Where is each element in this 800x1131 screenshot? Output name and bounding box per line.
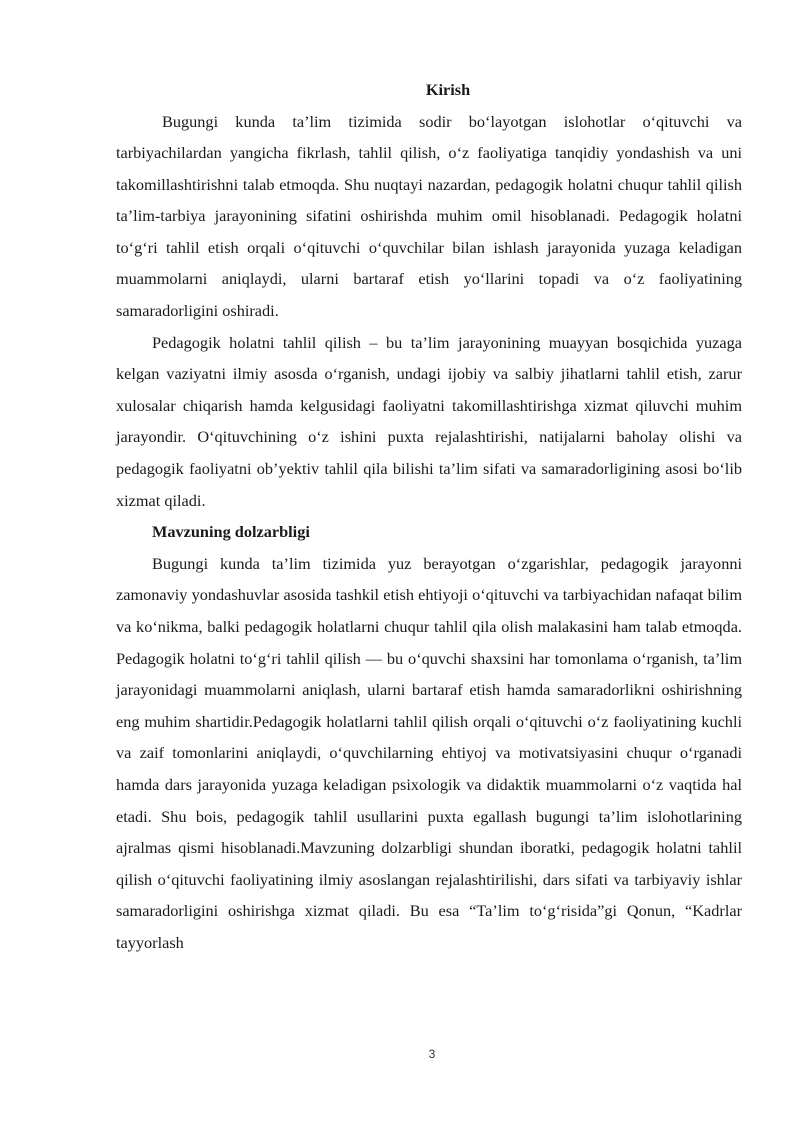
page-content <box>116 74 742 959</box>
page-number: 3 <box>428 1047 436 1061</box>
intro-paragraph-2: Pedagogik holatni tahlil qilish – bu ta’lim jarayonining muayyan bosqichida yuzaga kelgan vaziyatni ilmiy asosda o‘rganish, undagi ijobiy va salbiy jihatlarni tahlil etish, zarur xulosalar chiqarish hamda kelgusidagi faoliyatni takomillashtirishga xizmat qiluvchi muhim jarayondir. O‘qituvchining o‘z ishini puxta rejalashtirishi, natijalarni baholay olishi va pedagogik faoliyatni ob’yektiv tahlil qila bilishi ta’lim sifati va samaradorligining asosi bo‘lib xizmat qiladi. <box>116 332 742 510</box>
intro-paragraph-1: Bugungi kunda ta’lim tizimida sodir bo‘layotgan islohotlar o‘qituvchi va tarbiyachilardan yangicha fikrlash, tahlil qilish, o‘z faoliyatiga tanqidiy yondashish va uni takomillashtirishni talab etmoqda. Shu nuqtayi nazardan, pedagogik holatni chuqur tahlil qilish ta’lim-tarbiya jarayonining sifatini oshirishda muhim omil hisoblanadi. Pedagogik holatni to‘g‘ri tahlil etish orqali o‘qituvchi o‘quvchilar bilan ishlash jarayonida yuzaga keladigan muammolarni aniqlaydi, ularni bartaraf etish yo‘llarini topadi va o‘z faoliyatining samaradorligini oshiradi. <box>116 111 742 321</box>
page-title: Kirish <box>425 80 471 99</box>
section-paragraph-1: Bugungi kunda ta’lim tizimida yuz berayotgan o‘zgarishlar, pedagogik jarayonni zamonaviy yondashuvlar asosida tashkil etish ehtiyoji o‘qituvchi va tarbiyachidan nafaqat bilim va ko‘nikma, balki pedagogik holatlarni chuqur tahlil qila olish malakasini ham talab etmoqda. Pedagogik holatni to‘g‘ri tahlil qilish — bu o‘quvchi shaxsini har tomonlama o‘rganish, ta’lim jarayonidagi muammolarni aniqlash, ularni bartaraf etish hamda samaradorlikni oshirishning eng muhim shartidir.Pedagogik holatlarni tahlil qilish orqali o‘qituvchi o‘z faoliyatining kuchli va zaif tomonlarini aniqlaydi, o‘quvchilarning ehtiyoj va motivatsiyasini chuqur o‘rganadi hamda dars jarayonida yuzaga keladigan psixologik va didaktik muammolarni o‘z vaqtida hal etadi. Shu bois, pedagogik tahlil usullarini puxta egallash bugungi ta’lim islohotlarining ajralmas qismi hisoblanadi.Mavzuning dolzarbligi shundan iboratki, pedagogik holatni tahlil qilish o‘qituvchi faoliyatining ilmiy asoslangan rejalashtirilishi, dars sifati va tarbiyaviy ishlar samaradorligini oshirishga xizmat qiladi. Bu esa “Ta’lim to‘g‘risida”gi Qonun, “Kadrlar tayyorlash <box>116 553 742 952</box>
section-heading: Mavzuning dolzarbligi <box>152 522 310 542</box>
